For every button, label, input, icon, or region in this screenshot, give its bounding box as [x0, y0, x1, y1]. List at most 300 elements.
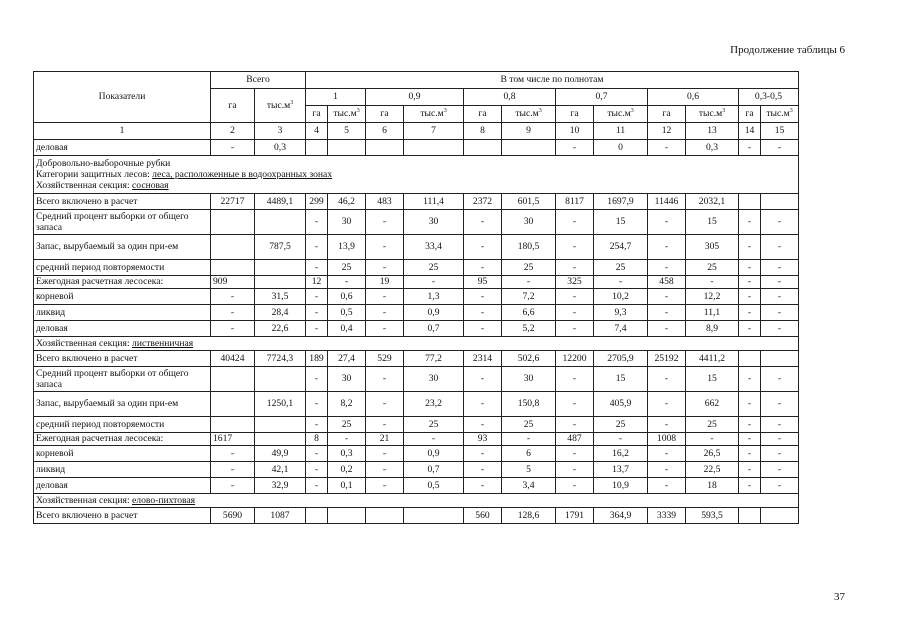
header-unit-m3	[761, 106, 799, 123]
table-cell: 12,2	[686, 289, 739, 305]
table-cell: 18	[686, 478, 739, 494]
table-cell: 254,7	[594, 235, 648, 260]
table-row	[34, 276, 799, 289]
table-cell: -	[648, 417, 686, 433]
table-cell: 0,2	[328, 462, 366, 478]
table-cell: -	[366, 321, 404, 337]
table-cell: -	[648, 210, 686, 235]
table-row	[34, 235, 799, 260]
column-number: 12	[648, 123, 686, 140]
table-cell	[306, 140, 328, 156]
table-cell: -	[556, 446, 594, 462]
row-label: Всего включено в расчет	[34, 351, 211, 367]
table-cell: 2705,9	[594, 351, 648, 367]
table-cell: -	[556, 367, 594, 392]
table-cell: -	[211, 462, 255, 478]
table-cell	[366, 140, 404, 156]
table-cell: 22,6	[255, 321, 306, 337]
header-density: 1	[306, 89, 366, 106]
table-cell: -	[464, 260, 502, 276]
table-cell: -	[739, 417, 761, 433]
table-cell: 0,5	[328, 305, 366, 321]
table-cell: -	[306, 289, 328, 305]
table-cell: 128,6	[502, 508, 556, 524]
table-row	[34, 156, 799, 194]
table-cell: 662	[686, 392, 739, 417]
table-cell: 13,9	[328, 235, 366, 260]
table-cell: -	[556, 305, 594, 321]
cell-m3: -	[594, 276, 648, 289]
header-unit-text: тыс.м	[515, 108, 539, 120]
cell-ha: 93	[464, 433, 502, 446]
table-cell: 1697,9	[594, 194, 648, 210]
section-prefix: Хозяйственная секция:	[36, 180, 133, 192]
table-cell: -	[464, 289, 502, 305]
table-cell: 26,5	[686, 446, 739, 462]
table-cell: -	[648, 462, 686, 478]
row-label: корневой	[34, 289, 211, 305]
table-cell	[366, 508, 404, 524]
table-cell	[211, 367, 255, 392]
header-density: 0,7	[556, 89, 648, 106]
table-cell: 150,8	[502, 392, 556, 417]
section-value: елово-пихтовая	[132, 494, 196, 506]
column-number: 1	[34, 123, 211, 140]
table-row	[34, 478, 799, 494]
table-cell: -	[761, 321, 799, 337]
section-line	[36, 158, 796, 169]
table-cell: 0,7	[404, 321, 464, 337]
section-value: лиственничная	[132, 337, 194, 349]
table-cell: -	[366, 478, 404, 494]
section-line	[36, 338, 796, 349]
cell-m3: -	[761, 433, 799, 446]
row-label: Ежегодная расчетная лесосека:	[34, 433, 211, 446]
table-cell: -	[761, 462, 799, 478]
column-number: 6	[366, 123, 404, 140]
column-number: 7	[404, 123, 464, 140]
cell-ha: -	[739, 276, 761, 289]
table-cell: 4411,2	[686, 351, 739, 367]
table-cell: -	[556, 289, 594, 305]
table-cell: 25	[686, 260, 739, 276]
table-row	[34, 289, 799, 305]
table-cell: 305	[686, 235, 739, 260]
table-cell: 405,9	[594, 392, 648, 417]
table-cell: 16,2	[594, 446, 648, 462]
header-unit-ha: га	[556, 106, 594, 123]
table-cell: -	[556, 235, 594, 260]
table-cell	[761, 351, 799, 367]
table-row	[34, 305, 799, 321]
table-row	[34, 367, 799, 392]
table-cell: 483	[366, 194, 404, 210]
table-cell	[464, 140, 502, 156]
table-cell: 25	[502, 417, 556, 433]
header-unit-m3	[328, 106, 366, 123]
table-cell: 25	[404, 260, 464, 276]
column-number: 10	[556, 123, 594, 140]
table-cell: 5	[502, 462, 556, 478]
header-unit-m3	[594, 106, 648, 123]
row-label: средний период повторяемости	[34, 260, 211, 276]
header-unit-sup: 3	[538, 108, 542, 115]
table-cell: -	[761, 392, 799, 417]
table-cell: 3339	[648, 508, 686, 524]
table-cell: -	[761, 478, 799, 494]
row-label: корневой	[34, 446, 211, 462]
table-cell: 10,9	[594, 478, 648, 494]
table-cell: 7724,3	[255, 351, 306, 367]
section-line	[36, 169, 796, 180]
table-cell: 299	[306, 194, 328, 210]
table-cell	[761, 508, 799, 524]
table-cell: -	[739, 235, 761, 260]
table-cell: -	[739, 392, 761, 417]
table-cell: 0,5	[404, 478, 464, 494]
table-cell: -	[306, 446, 328, 462]
table-cell: 11,1	[686, 305, 739, 321]
table-cell: -	[739, 321, 761, 337]
table-cell: 2032,1	[686, 194, 739, 210]
table-cell: 49,9	[255, 446, 306, 462]
table-row	[34, 210, 799, 235]
table-cell: 25	[686, 417, 739, 433]
table-cell	[211, 210, 255, 235]
table-cell: -	[211, 305, 255, 321]
table-cell: 1087	[255, 508, 306, 524]
table-cell: 601,5	[502, 194, 556, 210]
table-row	[34, 337, 799, 351]
table-row	[34, 508, 799, 524]
header-unit-text: тыс.м	[766, 108, 790, 120]
forest-table	[33, 71, 799, 524]
table-cell: 30	[328, 210, 366, 235]
table-cell	[739, 351, 761, 367]
table-row	[34, 446, 799, 462]
table-cell: 25	[328, 260, 366, 276]
header-total: Всего	[211, 72, 306, 89]
column-number: 9	[502, 123, 556, 140]
table-cell: -	[761, 140, 799, 156]
row-label: Средний процент выборки от общего запаса	[34, 210, 211, 235]
column-number: 8	[464, 123, 502, 140]
table-cell: -	[648, 392, 686, 417]
table-cell: 0,3	[328, 446, 366, 462]
header-unit-sup: 3	[630, 108, 634, 115]
table-cell: -	[648, 367, 686, 392]
header-unit-text: тыс.м	[420, 108, 444, 120]
table-cell: -	[464, 462, 502, 478]
table-row	[34, 392, 799, 417]
table-cell: 8,2	[328, 392, 366, 417]
cell-ha: 325	[556, 276, 594, 289]
table-cell: 30	[404, 210, 464, 235]
table-cell: 529	[366, 351, 404, 367]
header-density: 0,6	[648, 89, 739, 106]
table-cell: -	[648, 321, 686, 337]
table-cell: 6	[502, 446, 556, 462]
table-cell: 25	[502, 260, 556, 276]
header-unit-sup: 3	[443, 108, 447, 115]
header-density: 0,8	[464, 89, 556, 106]
table-cell: 9,3	[594, 305, 648, 321]
table-cell: 787,5	[255, 235, 306, 260]
table-cell: 8,9	[686, 321, 739, 337]
table-cell	[739, 194, 761, 210]
table-cell: -	[761, 417, 799, 433]
table-cell: 2372	[464, 194, 502, 210]
table-cell: 22,5	[686, 462, 739, 478]
section-line	[36, 495, 796, 506]
table-cell: -	[211, 140, 255, 156]
header-unit-text: тыс.м	[698, 108, 723, 120]
table-cell: -	[648, 289, 686, 305]
table-cell: 27,4	[328, 351, 366, 367]
table-cell: -	[739, 367, 761, 392]
cell-ha: 8	[306, 433, 328, 446]
header-indicators: Показатели	[34, 72, 211, 123]
table-cell: 189	[306, 351, 328, 367]
section-heading	[34, 156, 799, 194]
table-row	[34, 494, 799, 508]
table-cell: -	[739, 446, 761, 462]
column-number: 14	[739, 123, 761, 140]
table-cell: 40424	[211, 351, 255, 367]
table-cell: -	[648, 478, 686, 494]
table-cell: -	[306, 235, 328, 260]
table-cell: -	[761, 305, 799, 321]
table-cell: -	[366, 446, 404, 462]
row-label: Запас, вырубаемый за один при-ем	[34, 235, 211, 260]
table-cell: 0,7	[404, 462, 464, 478]
header-density: 0,3-0,5	[739, 89, 799, 106]
row-label: Средний процент выборки от общего запаса	[34, 367, 211, 392]
table-cell	[739, 508, 761, 524]
table-cell: -	[366, 305, 404, 321]
table-cell: -	[211, 289, 255, 305]
cell-total-ha: 1617	[211, 433, 255, 446]
row-label: ликвид	[34, 462, 211, 478]
table-cell: 25192	[648, 351, 686, 367]
table-cell: 0	[594, 140, 648, 156]
table-cell: -	[306, 392, 328, 417]
table-cell: -	[761, 289, 799, 305]
table-cell: 3,4	[502, 478, 556, 494]
table-cell: -	[739, 260, 761, 276]
table-cell: -	[739, 140, 761, 156]
table-cell: 42,1	[255, 462, 306, 478]
table-cell: 0,9	[404, 305, 464, 321]
column-number: 5	[328, 123, 366, 140]
table-cell	[211, 235, 255, 260]
table-cell: -	[556, 417, 594, 433]
table-cell	[404, 140, 464, 156]
header-unit-m3	[686, 106, 739, 123]
header-unit-ha: га	[648, 106, 686, 123]
section-value: леса, расположенные в водоохранных зонах	[152, 168, 333, 180]
table-cell: -	[556, 478, 594, 494]
table-cell: 30	[328, 367, 366, 392]
table-cell: 15	[594, 367, 648, 392]
table-cell: 30	[404, 367, 464, 392]
table-cell: -	[556, 260, 594, 276]
table-cell: 25	[594, 417, 648, 433]
header-unit-ha: га	[464, 106, 502, 123]
row-label: средний период повторяемости	[34, 417, 211, 433]
table-cell: -	[556, 321, 594, 337]
table-cell: -	[366, 260, 404, 276]
table-cell: 1791	[556, 508, 594, 524]
table-row	[34, 140, 799, 156]
cell-ha: 458	[648, 276, 686, 289]
table-cell: 13,7	[594, 462, 648, 478]
table-cell	[211, 417, 255, 433]
table-cell	[255, 260, 306, 276]
table-row	[34, 194, 799, 210]
row-label: деловая	[34, 478, 211, 494]
header-unit-ha: га	[306, 106, 328, 123]
header-total-ha: га	[211, 89, 255, 123]
header-unit-m3	[404, 106, 464, 123]
table-cell: -	[761, 235, 799, 260]
table-cell: -	[366, 392, 404, 417]
table-row	[34, 260, 799, 276]
cell-m3: -	[328, 433, 366, 446]
cell-m3: -	[404, 433, 464, 446]
table-cell: -	[648, 446, 686, 462]
table-cell: 7,4	[594, 321, 648, 337]
table-cell: -	[739, 478, 761, 494]
row-label: деловая	[34, 321, 211, 337]
cell-m3: -	[404, 276, 464, 289]
table-cell: -	[464, 235, 502, 260]
table-cell	[211, 260, 255, 276]
table-cell: 1,3	[404, 289, 464, 305]
table-cell	[328, 508, 366, 524]
table-cell: -	[648, 235, 686, 260]
table-cell	[255, 367, 306, 392]
table-cell: 7,2	[502, 289, 556, 305]
table-cell: -	[464, 392, 502, 417]
table-cell: 32,9	[255, 478, 306, 494]
table-cell: 5,2	[502, 321, 556, 337]
table-cell: 0,9	[404, 446, 464, 462]
table-cell: 30	[502, 367, 556, 392]
table-cell: -	[306, 478, 328, 494]
table-cell: 0,3	[255, 140, 306, 156]
header-unit-sup: 3	[789, 108, 793, 115]
table-cell: -	[211, 321, 255, 337]
table-cell: -	[306, 367, 328, 392]
section-prefix: Категории защитных лесов:	[36, 168, 153, 180]
cell-total-ha: 909	[211, 276, 255, 289]
cell-ha: 19	[366, 276, 404, 289]
table-cell: -	[366, 235, 404, 260]
table-cell: 364,9	[594, 508, 648, 524]
table-cell: -	[464, 367, 502, 392]
table-cell: 15	[686, 367, 739, 392]
table-cell: 0,1	[328, 478, 366, 494]
table-cell: 111,4	[404, 194, 464, 210]
table-cell: -	[366, 210, 404, 235]
cell-m3: -	[686, 276, 739, 289]
table-cell: 33,4	[404, 235, 464, 260]
header-unit-text: тыс.м	[607, 108, 631, 120]
cell-ha: -	[739, 433, 761, 446]
table-cell: -	[464, 478, 502, 494]
table-cell	[255, 210, 306, 235]
header-unit-ha: га	[366, 106, 404, 123]
table-cell: -	[464, 446, 502, 462]
header-total-m3: $тыс.м^3$	[255, 89, 306, 123]
table-cell: -	[761, 260, 799, 276]
table-cell	[502, 140, 556, 156]
table-cell: 4489,1	[255, 194, 306, 210]
section-prefix: Хозяйственная секция:	[36, 337, 133, 349]
table-cell: -	[761, 446, 799, 462]
table-cell: 10,2	[594, 289, 648, 305]
table-cell: 5690	[211, 508, 255, 524]
header-unit-ha: га	[739, 106, 761, 123]
section-heading	[34, 494, 799, 508]
table-cell: 28,4	[255, 305, 306, 321]
table-cell: 25	[594, 260, 648, 276]
table-cell: -	[648, 140, 686, 156]
table-cell: 46,2	[328, 194, 366, 210]
row-label: Всего включено в расчет	[34, 508, 211, 524]
cell-m3: -	[502, 433, 556, 446]
table-cell: -	[366, 417, 404, 433]
cell-m3: -	[594, 433, 648, 446]
continuation-caption: Продолжение таблицы 6	[730, 44, 845, 56]
table-cell: -	[366, 289, 404, 305]
table-cell: -	[211, 478, 255, 494]
table-cell: 31,5	[255, 289, 306, 305]
table-cell: -	[761, 367, 799, 392]
table-cell: -	[464, 321, 502, 337]
row-label: Всего включено в расчет	[34, 194, 211, 210]
table-cell: 560	[464, 508, 502, 524]
table-cell: 22717	[211, 194, 255, 210]
table-cell: -	[306, 417, 328, 433]
table-cell: -	[556, 140, 594, 156]
table-cell: -	[556, 210, 594, 235]
table-cell: -	[306, 260, 328, 276]
cell-ha: 487	[556, 433, 594, 446]
column-number: 4	[306, 123, 328, 140]
header-by-density: В том числе по полнотам	[306, 72, 799, 89]
table-cell: 12200	[556, 351, 594, 367]
table-cell: 502,6	[502, 351, 556, 367]
section-value: сосновая	[132, 180, 169, 192]
table-cell	[255, 417, 306, 433]
table-cell: 0,4	[328, 321, 366, 337]
cell-ha: 95	[464, 276, 502, 289]
cell-empty	[255, 433, 306, 446]
column-number: 15	[761, 123, 799, 140]
table-cell: 15	[594, 210, 648, 235]
cell-m3: -	[328, 276, 366, 289]
header-unit-sup: 3	[356, 108, 360, 115]
column-number: 11	[594, 123, 648, 140]
cell-empty	[255, 276, 306, 289]
cell-ha: 12	[306, 276, 328, 289]
table-cell: 77,2	[404, 351, 464, 367]
table-cell: 0,3	[686, 140, 739, 156]
header-density: 0,9	[366, 89, 464, 106]
table-cell: 25	[328, 417, 366, 433]
